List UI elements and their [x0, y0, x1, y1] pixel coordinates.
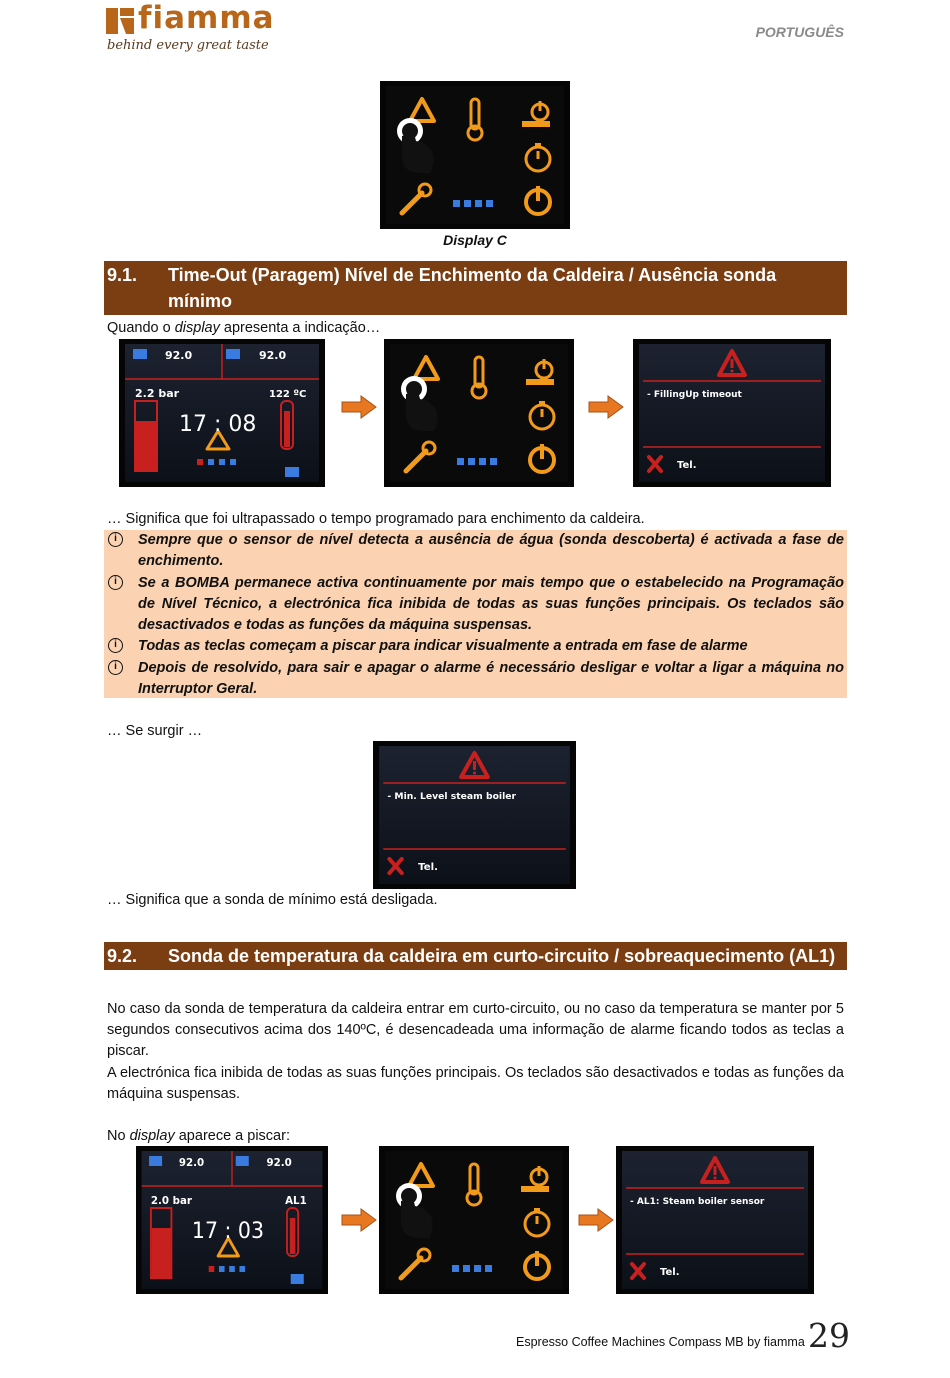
- screen-time: 17 : 03: [191, 1218, 264, 1245]
- screen-temp-2: 92.0: [266, 1155, 292, 1170]
- display-c-screen: [380, 81, 570, 229]
- display-c-screen: [379, 1146, 569, 1294]
- intro-paragraph: Quando o display apresenta a indicação…: [107, 320, 381, 336]
- section-heading-9-1: [104, 261, 847, 315]
- footer-text: Espresso Coffee Machines Compass MB by fiamma: [516, 1335, 805, 1349]
- display-c-screen: [384, 339, 574, 487]
- screen-time: 17 : 08: [179, 412, 257, 437]
- tel-label: Tel.: [677, 460, 697, 471]
- note-item: i Todas as teclas começam a piscar para indicar visualmente a entrada em fase de alarme: [107, 636, 844, 657]
- info-icon: i: [108, 660, 123, 675]
- section-number: 9.2.: [107, 946, 138, 966]
- brand-tagline: behind every great taste: [107, 38, 269, 53]
- section-number: 9.1.: [107, 265, 138, 285]
- screen-alarm-code: AL1: [285, 1193, 307, 1208]
- arrow-right-icon: [341, 395, 377, 419]
- if-appears-text: … Se surgir …: [107, 723, 203, 739]
- info-icon: i: [108, 532, 123, 547]
- arrow-right-icon: [588, 395, 624, 419]
- dashboard-screen: [136, 1146, 328, 1294]
- screen-temp-2: 92.0: [259, 349, 287, 362]
- paragraph-1: No caso da sonda de temperatura da caldeira entrar em curto-circuito, ou no caso da temperatura se manter por 5 segundos consecutivos acima dos 140ºC, é desencadeada uma informação de alarme ficando todos as teclas a piscar.: [107, 1001, 844, 1059]
- alarm-message: - Min. Level steam boiler: [387, 792, 517, 802]
- alarm-message: - FillingUp timeout: [647, 390, 742, 400]
- figure-caption: Display C: [443, 232, 507, 248]
- info-icon: i: [108, 638, 123, 653]
- section-title: Sonda de temperatura da caldeira em curto-circuito / sobreaquecimento (AL1): [168, 946, 836, 966]
- fiamma-logo-icon: [106, 6, 136, 36]
- info-icon: i: [108, 575, 123, 590]
- screen-temp-1: 92.0: [165, 349, 193, 362]
- meaning-paragraph: … Significa que foi ultrapassado o tempo programado para enchimento da caldeira.: [107, 511, 645, 527]
- note-item: i Depois de resolvido, para sair e apagar o alarme é necessário desligar e voltar a ligar a máquina no Interruptor Geral.: [107, 658, 844, 700]
- arrow-right-icon: [578, 1208, 614, 1232]
- paragraph-3: No display aparece a piscar:: [107, 1128, 290, 1144]
- screen-temp-1: 92.0: [178, 1155, 205, 1170]
- alarm-message: - AL1: Steam boiler sensor: [630, 1197, 765, 1207]
- note-item: i Sempre que o sensor de nível detecta a ausência de água (sonda descoberta) é activada a fase de enchimento.: [107, 530, 844, 572]
- brand-name: fiamma: [138, 0, 275, 36]
- language-label: PORTUGUÊS: [755, 24, 844, 40]
- tel-label: Tel.: [418, 862, 439, 873]
- screen-boiler-temp: 122 ºC: [269, 389, 307, 400]
- page-number: 29: [808, 1316, 850, 1355]
- section-title: Time-Out (Paragem) Nível de Enchimento da Caldeira / Ausência sonda mínimo: [168, 265, 777, 311]
- tel-label: Tel.: [660, 1267, 680, 1278]
- min-meaning-text: … Significa que a sonda de mínimo está desligada.: [107, 892, 438, 908]
- arrow-right-icon: [341, 1208, 377, 1232]
- note-item: i Se a BOMBA permanece activa continuamente por mais tempo que o estabelecido na Programação de Nível Técnico, a electrónica fica inibida de todas as suas funções principais. Os teclados são desactivados e todas as funções da máquina suspensas.: [107, 573, 844, 636]
- dashboard-screen: [119, 339, 325, 487]
- screen-pressure: 2.2 bar: [135, 387, 180, 400]
- al1-sensor-screen: [616, 1146, 814, 1294]
- fillingup-timeout-screen: [633, 339, 831, 487]
- min-level-screen: [373, 741, 576, 889]
- section-heading-9-2: [104, 942, 847, 970]
- screen-pressure: 2.0 bar: [150, 1193, 192, 1208]
- paragraph-2: A electrónica fica inibida de todas as suas funções principais. Os teclados são desactivados e todas as funções da máquina suspensas.: [107, 1065, 844, 1102]
